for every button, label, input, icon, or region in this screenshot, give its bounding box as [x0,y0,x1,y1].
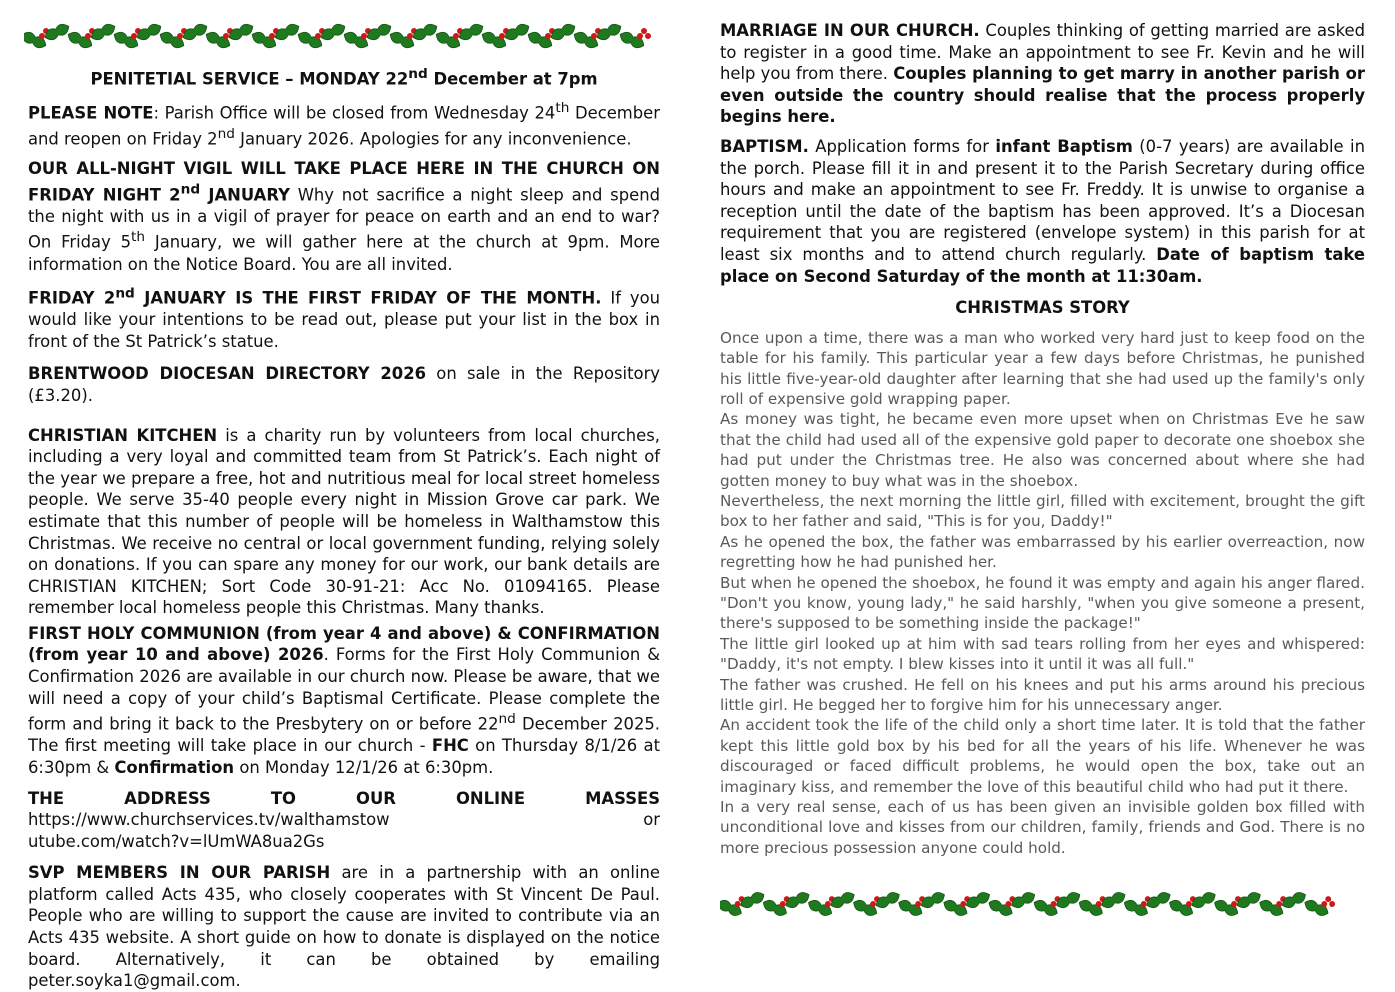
holly-leaf-icon [273,22,301,43]
left-column [28,0,660,992]
holly-berry-icon [407,33,413,39]
christian-kitchen-notice: CHRISTIAN KITCHEN is a charity run by volunteers from local churches, including a very loyal and committed team from St Patrick’s. Each night of the year we prepare a free, hot and nutritious meal for local street homeless people. We serve 35-40 people every night in Mission Grove car park. We estimate that this number of people will be homeless in Walthamstow this Christmas. We receive no central or local government funding, relying solely on donations. If you can spare any money for our work, our bank details are CHRISTIAN KITCHEN; Sort Code 30-91-21: Acc No. 01094165. Please remember local homeless people this Christmas. Many thanks. [28,425,660,618]
holly-berry-icon [361,33,367,39]
holly-berry-icon [223,33,229,39]
holly-berry-icon [1329,901,1335,907]
parish-office-note: PLEASE NOTE: Parish Office will be closed from Wednesday 24th December and reopen on Friday 2nd January 2026. Apologies for any inconvenience. [28,100,660,149]
holly-leaf-icon [365,22,393,43]
churchservices-link[interactable]: https://www.churchservices.tv/walthamstow [28,810,390,830]
holly-berry-icon [269,33,275,39]
right-column [720,0,1365,926]
holly-berry-icon [915,901,921,907]
holly-leaf-icon [1280,890,1308,910]
story-paragraph: An accident took the life of the child only a short time later. It is told that the father kept this little gold box by his bed for all the years of his life. Whenever he was discouraged or faced difficult problems, he would open the box, take out an imaginary kiss, and remember the love of this beautiful child who had put it there. [720,716,1365,796]
holly-berry-icon [177,33,183,39]
holly-berry-icon [637,33,643,39]
holly-berry-icon [641,28,647,34]
holly-leaf-icon [549,22,577,43]
holly-berry-icon [1231,901,1237,907]
christmas-story-title: CHRISTMAS STORY [955,298,1130,318]
holly-berry-icon [1141,901,1147,907]
holly-leaf-icon [43,22,71,43]
first-friday-notice: FRIDAY 2nd JANUARY IS THE FIRST FRIDAY OF THE MONTH. If you would like your intentions to be read out, please put your list in the box in front of the St Patrick’s statue. [28,285,660,351]
diocesan-directory-notice: BRENTWOOD DIOCESAN DIRECTORY 2026 on sale in the Repository (£3.20). [28,364,661,405]
christmas-story [720,328,1365,859]
baptism-notice: BAPTISM. Application forms for infant Baptism (0-7 years) are available in the porch. Please fill it in and present it to the Parish Secretary during office hours and make an appointment to see Fr. Freddy. It is unwise to organise a reception until the date of the baptism has been approved. It’s a Diocesan requirement that you are registered (envelope system) in this parish for at least six months and to attend church regularly. Date of baptism take place on Second Saturday of the month at 11:30am. [720,136,1365,286]
holly-berry-icon [85,33,91,39]
holly-berry-icon [39,33,45,39]
story-paragraph: The father was crushed. He fell on his knees and put his arms around his precious little girl. He begged her to forgive him for his unnecessary anger. [720,675,1365,715]
holly-berry-icon [1186,901,1192,907]
holly-berry-icon [315,33,321,39]
youtube-link[interactable]: utube.com/watch?v=lUmWA8ua2Gs [28,831,325,851]
story-paragraph: Nevertheless, the next morning the little girl, filled with excitement, brought the gift box to her father and said, "This is for you, Daddy!" [720,491,1365,531]
holly-leaf-icon [227,22,255,43]
holly-berry-icon [780,901,786,907]
holly-leaf-icon [1145,890,1173,910]
story-paragraph: As he opened the box, the father was embarrassed by his earlier overreaction, now regretting how he had punished her. [720,532,1365,572]
holly-berry-icon [1051,901,1057,907]
online-masses-address [28,788,660,853]
holly-berry-icon [131,33,137,39]
holly-leaf-icon [1235,890,1263,910]
holly-berry-icon [453,33,459,39]
holly-leaf-icon [784,890,812,910]
holly-leaf-icon [319,22,347,43]
holly-leaf-icon [181,22,209,43]
all-night-vigil-notice: OUR ALL-NIGHT VIGIL WILL TAKE PLACE HERE IN THE CHURCH ON FRIDAY NIGHT 2nd JANUARY Why not sacrifice a night sleep and spend the night with us in a vigil of prayer for peace on earth and an end to war? On Friday 5th January, we will gather here at the church at 9pm. More information on the Notice Board. You are all invited. [28,159,660,274]
story-paragraph: But when he opened the shoebox, he found it was empty and again his anger flared. "Don't you know, young lady," he said harshly, "when you give someone a present, there's supposed to be something inside the package!" [720,573,1365,633]
holly-leaf-icon [739,890,767,910]
story-paragraph: The little girl looked up at him with sad tears rolling from her eyes and whispered: "Daddy, it's not empty. I blew kisses into it until it was all full." [720,634,1365,674]
holly-leaf-icon [1100,890,1128,910]
holly-leaf-icon [135,22,163,43]
holly-leaf-icon [874,890,902,910]
holly-leaf-icon [595,22,623,43]
holly-leaf-icon [919,890,947,910]
holly-leaf-icon [1009,890,1037,910]
holly-berry-icon [645,33,651,39]
holly-berry-icon [870,901,876,907]
holly-berry-icon [1096,901,1102,907]
story-paragraph: As money was tight, he became even more upset when on Christmas Eve he saw that the child had used all of the expensive gold paper to decorate one shoebox she had put under the Christmas tree. He also was concerned about where she had gotten money to buy what was in the shoebox. [720,410,1365,490]
holly-garland-top [24,14,656,58]
holly-leaf-icon [829,890,857,910]
holly-leaf-icon [1190,890,1218,910]
holly-leaf-icon [503,22,531,43]
holly-berry-icon [735,901,741,907]
holly-berry-icon [591,33,597,39]
holly-leaf-icon [457,22,485,43]
holly-leaf-icon [411,22,439,43]
story-paragraph: Once upon a time, there was a man who worked very hard just to keep food on the table for his family. This particular year a few days before Christmas, he punished his little five-year-old daughter after learning that she had used up the family's only roll of expensive gold wrapping paper. [720,328,1365,408]
first-communion-notice: FIRST HOLY COMMUNION (from year 4 and above) & CONFIRMATION (from year 10 and above) 2026. Forms for the First Holy Communion & Confirmation 2026 are available in our church now. Please be aware, that we will need a copy of your child’s Baptismal Certificate. Please complete the form and bring it back to the Presbytery on or before 22nd December 2025. The first meeting will take place in our church - FHC on Thursday 8/1/26 at 6:30pm & Confirmation on Monday 12/1/26 at 6:30pm. [28,623,661,777]
or-text: or [643,810,660,830]
holly-garland-bottom [720,882,1340,926]
holly-berry-icon [1321,901,1327,907]
holly-berry-icon [545,33,551,39]
holly-berry-icon [825,901,831,907]
online-masses-heading: THE ADDRESS TO OUR ONLINE MASSES [28,788,660,808]
penitential-service-heading: PENITETIAL SERVICE – MONDAY 22nd December at 7pm [90,66,598,89]
svp-members-notice: SVP MEMBERS IN OUR PARISH are in a partnership with an online platform called Acts 435, who closely cooperates with St Vincent De Paul. People who are willing to support the cause are invited to contribute via an Acts 435 website. A short guide on how to donate is displayed on the notice board. Alternatively, it can be obtained by emailing peter.soyka1@gmail.com. [28,863,660,991]
holly-leaf-icon [1054,890,1082,910]
holly-berry-icon [1005,901,1011,907]
holly-berry-icon [960,901,966,907]
marriage-notice: MARRIAGE IN OUR CHURCH. Couples thinking of getting married are asked to register in a good time. Make an appointment to see Fr. Kevin and he will help you from there. Couples planning to get marry in another parish or even outside the country should realise that the process properly begins here. [720,21,1365,127]
holly-leaf-icon [964,890,992,910]
story-paragraph: In a very real sense, each of us has been given an invisible golden box filled with unconditional love and kisses from our children, family, friends and God. There is no more precious possession anyone could hold. [720,798,1365,857]
holly-berry-icon [499,33,505,39]
holly-leaf-icon [89,22,117,43]
holly-berry-icon [1276,901,1282,907]
holly-berry-icon [1325,896,1331,902]
